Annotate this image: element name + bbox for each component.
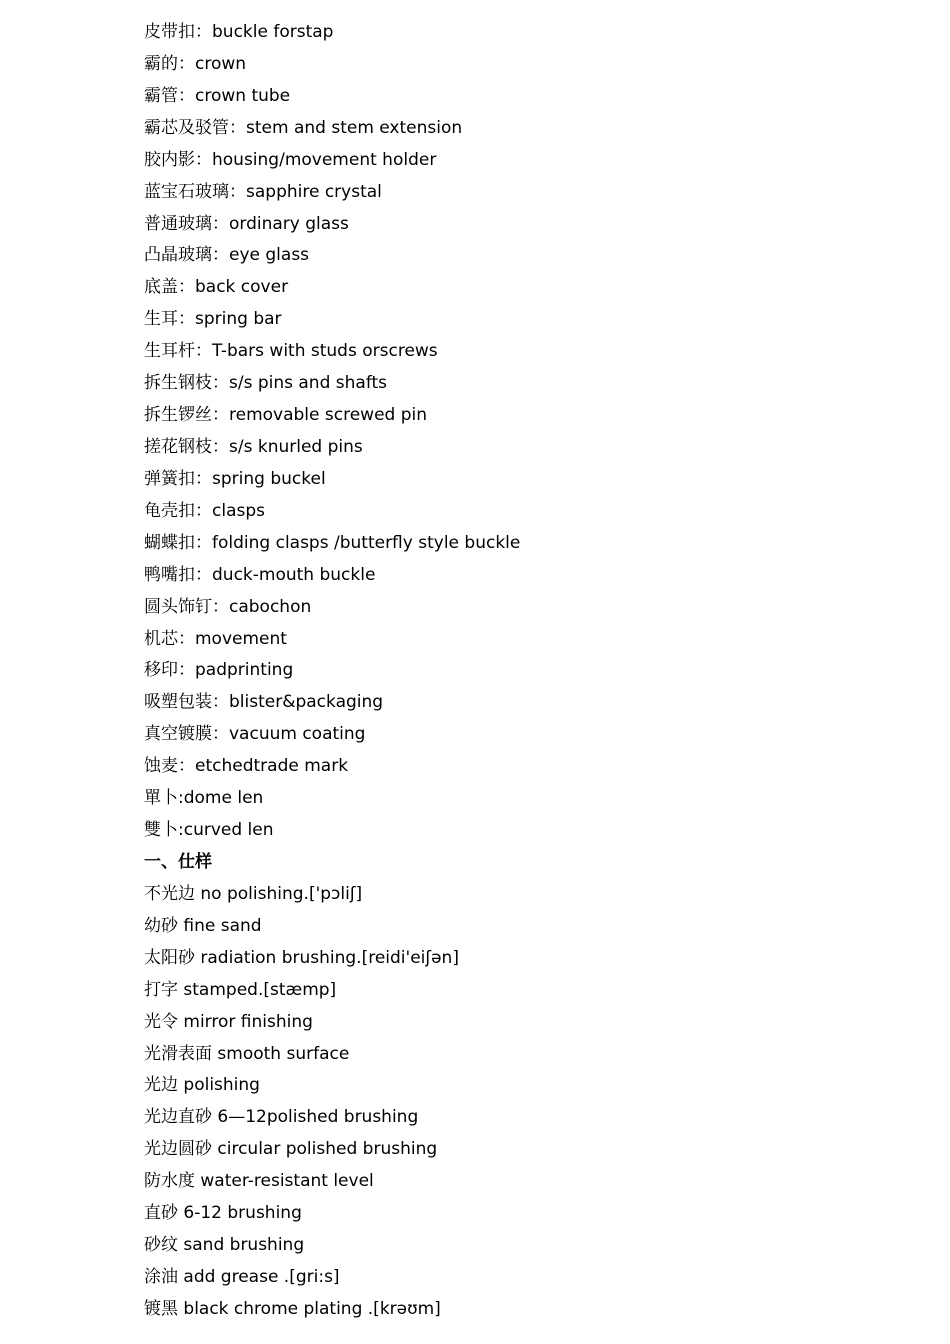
glossary-line: 蓝宝石玻璃：sapphire crystal (144, 181, 382, 202)
glossary-line: 弹簧扣：spring buckel (144, 468, 326, 489)
glossary-line: 鸭嘴扣：duck-mouth buckle (144, 564, 376, 585)
glossary-line: 普通玻璃：ordinary glass (144, 213, 349, 234)
glossary-line: 移印：padprinting (144, 660, 294, 681)
glossary-line: 太阳砂 radiation brushing.[reidi'eiʃən] (144, 947, 459, 968)
glossary-line: 凸晶玻璃：eye glass (144, 245, 310, 266)
glossary-line: 搓花钢枝：s/s knurled pins (144, 436, 363, 457)
glossary-line: 雙卜:curved len (144, 820, 274, 841)
glossary-line: 底盖：back cover (144, 277, 289, 298)
glossary-line: 蝴蝶扣：folding clasps /butterfly style buckle (144, 532, 521, 553)
glossary-line: 光令 mirror finishing (144, 1011, 313, 1032)
glossary-line: 霸管：crown tube (144, 85, 291, 106)
glossary-line: 幼砂 fine sand (144, 915, 262, 936)
glossary-line: 蚀麦：etchedtrade mark (144, 756, 349, 777)
glossary-line: 机芯：movement (144, 628, 287, 649)
glossary-line: 霸的：crown (144, 53, 247, 74)
glossary-line: 光边 polishing (144, 1075, 260, 1096)
glossary-line: 拆生锣丝：removable screwed pin (144, 405, 428, 426)
glossary-line: 不光边 no polishing.['pɔliʃ] (144, 883, 363, 904)
glossary-line: 砂纹 sand brushing (144, 1235, 305, 1256)
section-heading: 一、仕样 (144, 851, 212, 872)
glossary-line: 真空镀膜：vacuum coating (144, 724, 366, 745)
glossary-line: 光滑表面 smooth surface (144, 1043, 350, 1064)
glossary-line: 光边圆砂 circular polished brushing (144, 1139, 438, 1160)
glossary-line: 拆生钢枝：s/s pins and shafts (144, 373, 388, 394)
glossary-line: 镀黑 black chrome plating .[krəʊm] (144, 1298, 441, 1319)
glossary-line: 胶内影：housing/movement holder (144, 149, 437, 170)
glossary-line: 霸芯及驳管：stem and stem extension (144, 117, 463, 138)
glossary-line: 直砂 6-12 brushing (144, 1203, 302, 1224)
glossary-line: 龟壳扣：clasps (144, 500, 265, 521)
glossary-line: 防水度 water-resistant level (144, 1171, 374, 1192)
glossary-line: 涂油 add grease .[gri:s] (144, 1266, 340, 1287)
glossary-line: 光边直砂 6—12polished brushing (144, 1107, 419, 1128)
document-page (144, 17, 924, 1326)
glossary-line: 圆头饰钉：cabochon (144, 596, 312, 617)
glossary-line: 皮带扣：buckle forstap (144, 22, 334, 42)
glossary-line: 生耳杆：T-bars with studs orscrews (144, 341, 438, 362)
glossary-line: 打字 stamped.[stæmp] (144, 979, 337, 1000)
glossary-line: 生耳：spring bar (144, 309, 282, 330)
glossary-line: 單卜:dome len (144, 788, 264, 809)
glossary-line: 吸塑包装：blister&packaging (144, 692, 384, 713)
